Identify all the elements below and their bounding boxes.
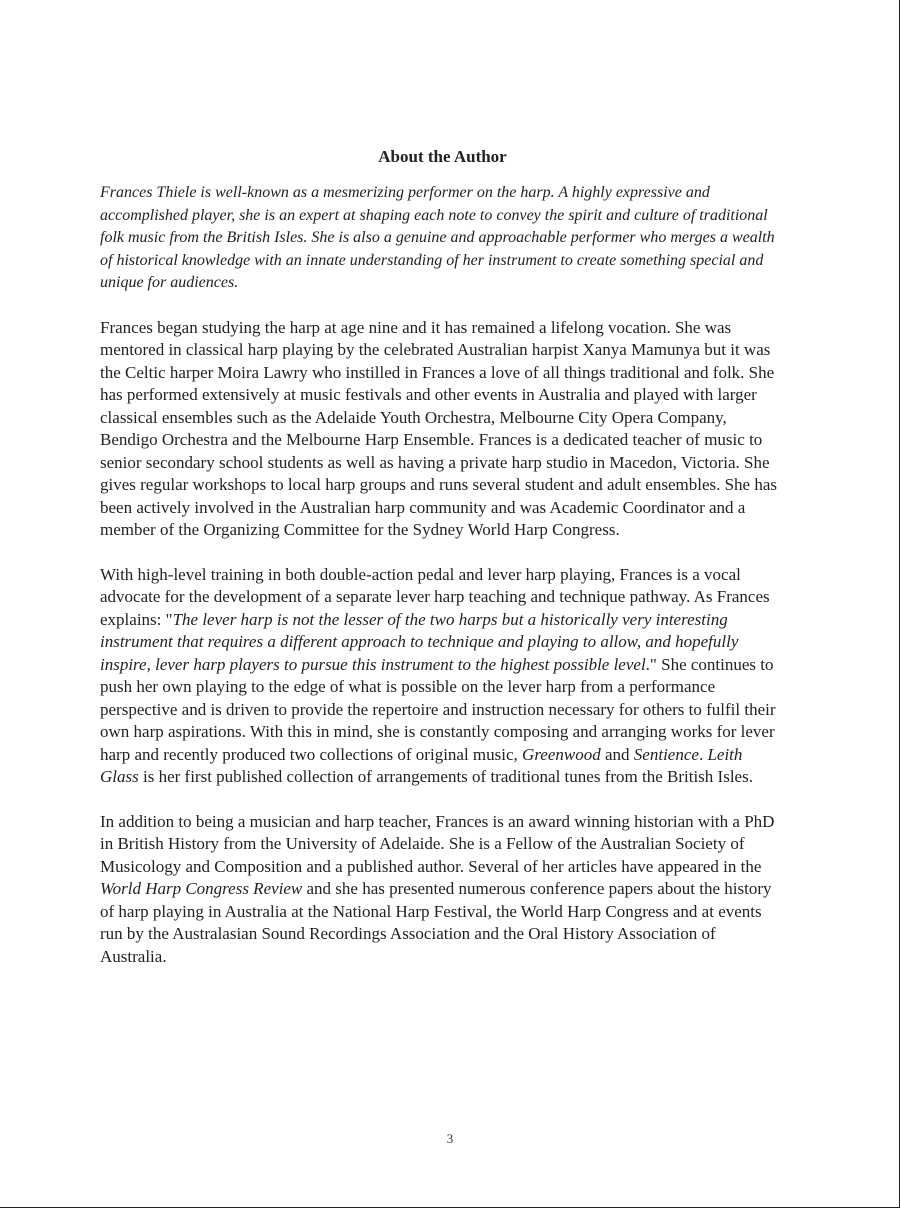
- paragraph-text: With high-level training in both double-action pedal and lever harp playing, Frances is a vocal advocate for the development of a separate lever harp teaching and technique pathway. As Frances explains: ": [100, 564, 770, 629]
- journal-title: World Harp Congress Review: [100, 879, 303, 898]
- paragraph-text: and: [600, 744, 634, 764]
- paragraph-text: and she has presented numerous conference papers about the history of harp playing in Australia at the National Harp Festival, the World Harp Congress and at events run by the Australasian Sound Recordings Association and the Oral History Association of Australia.: [100, 879, 772, 966]
- page-title: About the Author: [378, 147, 507, 166]
- collection-title-sentience: Sentience: [633, 744, 699, 764]
- page-content: [100, 146, 785, 990]
- historian-paragraph: [100, 811, 785, 969]
- page-number: 3: [446, 1131, 454, 1146]
- paragraph-text: is her first published collection of arrangements of traditional tunes from the British Isles.: [138, 767, 753, 786]
- paragraph-text: ." She continues to push her own playing to the edge of what is possible on the lever harp from a performance perspective and is driven to provide the repertoire and instruction necessary for others to fulfil their own harp aspirations. With this in mind, she is constantly composing and arranging works for lever harp and recently produced two collections of original music,: [100, 654, 776, 764]
- quotation-text: The lever harp is not the lesser of the two harps but a historically very interesting instrument that requires a different approach to technique and playing to allow, and hopefully inspire, lever harp players to pursue this instrument to the highest possible level: [100, 609, 739, 674]
- lever-harp-paragraph: [100, 564, 785, 789]
- intro-paragraph: Frances Thiele is well-known as a mesmerizing performer on the harp. A highly expressive and accomplished player, she is an expert at shaping each note to convey the spirit and culture of traditional folk music from the British Isles. She is also a genuine and approachable performer who merges a wealth of historical knowledge with an innate understanding of her instrument to create something special and unique for audiences.: [100, 184, 775, 291]
- collection-title-leith-glass: Leith Glass: [100, 744, 743, 786]
- biography-paragraph: Frances began studying the harp at age nine and it has remained a lifelong vocation. She was mentored in classical harp playing by the celebrated Australian harpist Xanya Mamunya but it was the Celtic harper Moira Lawry who instilled in Frances a love of all things traditional and folk. She has performed extensively at music festivals and other events in Australia and played with larger classical ensembles such as the Adelaide Youth Orchestra, Melbourne City Opera Company, Bendigo Orchestra and the Melbourne Harp Ensemble. Frances is a dedicated teacher of music to senior secondary school students as well as having a private harp studio in Macedon, Victoria. She gives regular workshops to local harp groups and runs several student and adult ensembles. She has been actively involved in the Australian harp community and was Academic Coordinator and a member of the Organizing Committee for the Sydney World Harp Congress.: [100, 317, 778, 539]
- collection-title-greenwood: Greenwood: [522, 744, 601, 764]
- paragraph-text: .: [698, 744, 708, 764]
- paragraph-text: In addition to being a musician and harp teacher, Frances is an award winning historian with a PhD in British History from the University of Adelaide. She is a Fellow of the Australian Society of Musicology and Composition and a published author. Several of her articles have appeared in the: [100, 811, 775, 876]
